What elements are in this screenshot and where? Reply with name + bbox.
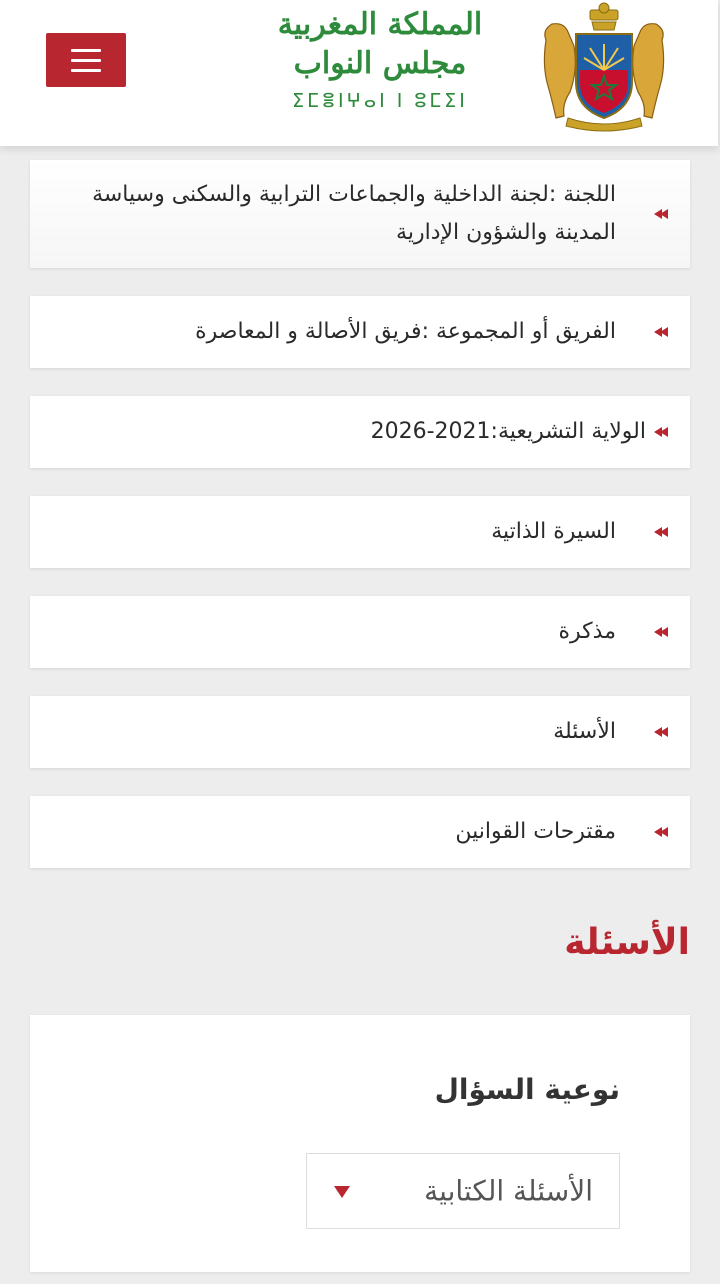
question-type-select[interactable] xyxy=(306,1153,620,1229)
coat-of-arms-icon xyxy=(534,0,674,132)
nav-item-questions[interactable] xyxy=(30,696,690,768)
nav-item-label: مقترحات القوانين xyxy=(455,819,616,844)
site-logo-text[interactable] xyxy=(262,6,498,132)
question-type-label: نوعية السؤال xyxy=(434,1073,620,1106)
double-chevron-left-icon xyxy=(654,726,668,738)
nav-item-label: الفريق أو المجموعة :فريق الأصالة و المعاصرة xyxy=(195,319,616,344)
double-chevron-left-icon xyxy=(654,626,668,638)
caret-down-icon xyxy=(333,1185,351,1199)
double-chevron-left-icon xyxy=(654,826,668,838)
double-chevron-left-icon xyxy=(654,526,668,538)
nav-item-label: اللجنة :لجنة الداخلية والجماعات الترابية والسكنى وسياسة المدينة والشؤون الإدارية xyxy=(92,182,616,245)
double-chevron-left-icon xyxy=(654,208,668,220)
questions-filter-card xyxy=(30,1015,690,1272)
nav-item-group[interactable] xyxy=(30,296,690,368)
brand-amazigh-name: ⵉⵎⴻⵏⵖⴰⵏ ⵏ ⵓⵎⵉⵏ xyxy=(292,90,468,112)
nav-item-cv[interactable] xyxy=(30,496,690,568)
nav-item-label: الولاية التشريعية:2021-2026 xyxy=(370,419,646,444)
brand-parliament-name: مجلس النواب xyxy=(293,46,467,81)
hamburger-menu-icon-bar xyxy=(71,69,101,72)
hamburger-menu-icon-bar xyxy=(71,49,101,52)
hamburger-menu-button[interactable] xyxy=(46,33,126,87)
hamburger-menu-icon-bar xyxy=(71,59,101,62)
double-chevron-left-icon xyxy=(654,326,668,338)
double-chevron-left-icon xyxy=(654,426,668,438)
brand-kingdom-name: المملكة المغربية xyxy=(277,7,483,42)
nav-item-label: مذكرة xyxy=(558,619,616,644)
nav-item-committee[interactable] xyxy=(30,160,690,268)
question-type-selected-value: الأسئلة الكتابية xyxy=(424,1174,593,1208)
site-header xyxy=(0,0,718,146)
nav-item-label: السيرة الذاتية xyxy=(491,519,616,544)
nav-item-bill-proposals[interactable] xyxy=(30,796,690,868)
nav-item-memo[interactable] xyxy=(30,596,690,668)
section-title: الأسئلة xyxy=(564,922,690,963)
nav-item-label: الأسئلة xyxy=(553,719,616,744)
nav-item-legislature[interactable] xyxy=(30,396,690,468)
